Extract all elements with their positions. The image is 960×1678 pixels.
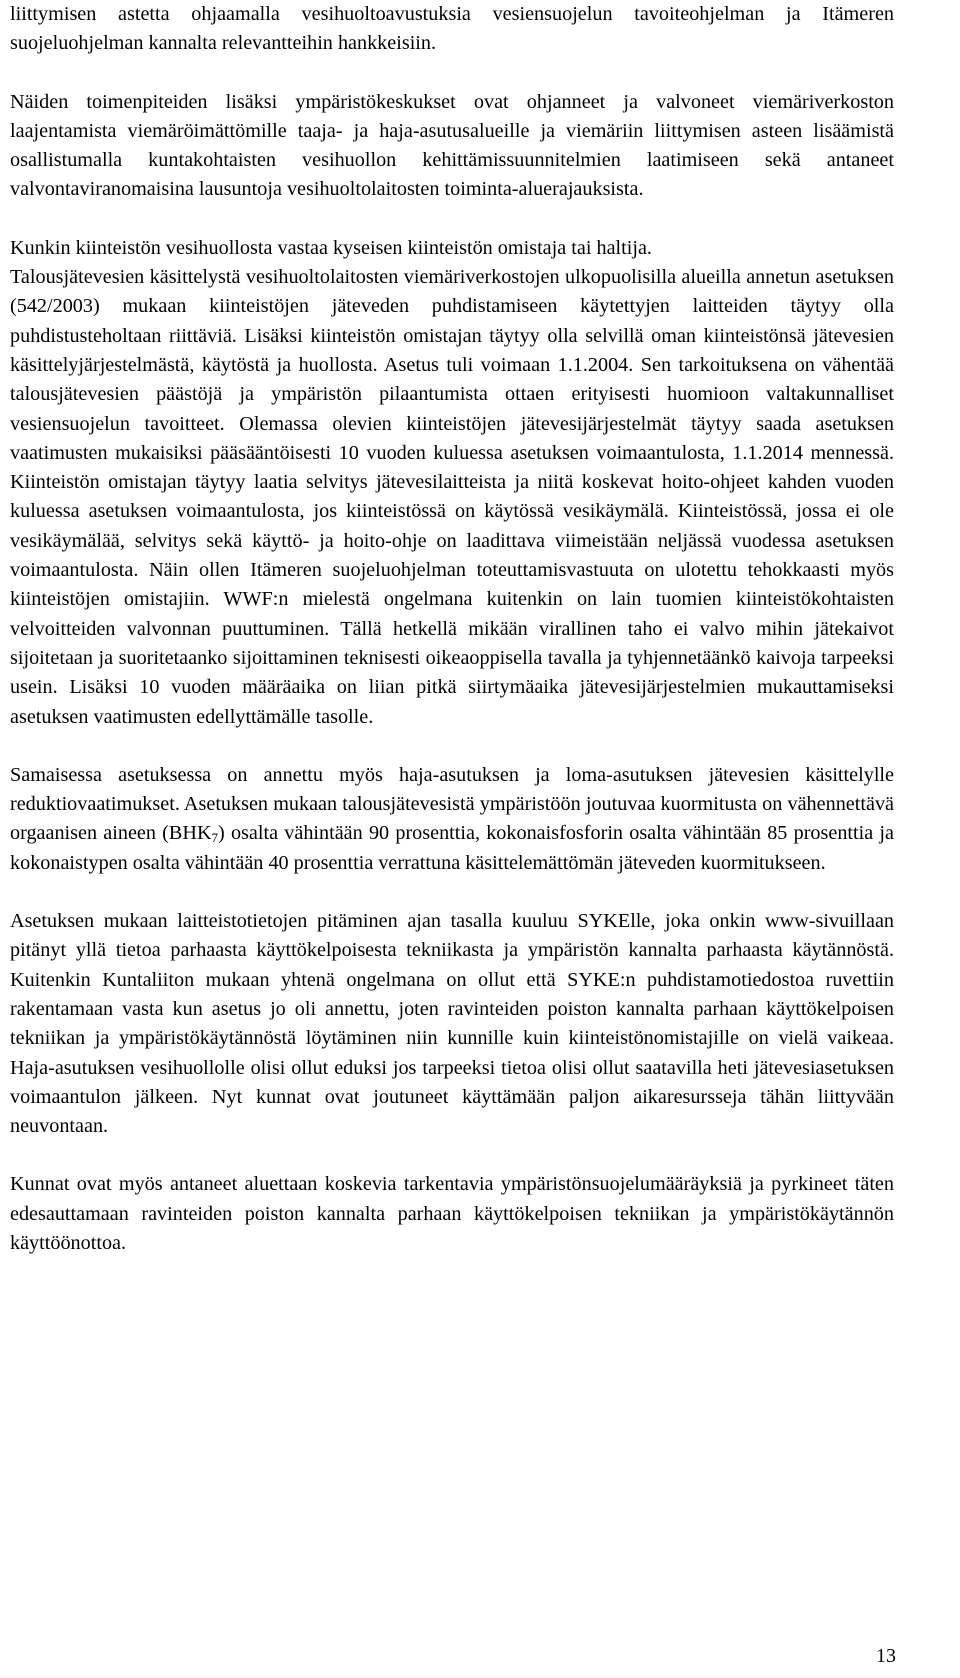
- paragraph-intro-continued: liittymisen astetta ohjaamalla vesihuoltoavustuksia vesiensuojelun tavoiteohjelman ja Itämeren suojeluohjelman kannalta relevantteihin hankkeisiin.: [10, 3, 894, 55]
- paragraph-spacer: [10, 1141, 894, 1170]
- paragraph-municipal-regulations: Kunnat ovat myös antaneet aluettaan koskevia tarkentavia ympäristönsuojelumääräyksiä ja pyrkineet täten edesauttamaan ravinteiden poiston kannalta parhaan käyttökelpoisen tekniikan ja ympäristökäytännön käyttöönottoa.: [10, 1173, 894, 1254]
- paragraph-reduction-requirements: [10, 761, 894, 878]
- document-page: [10, 0, 894, 1258]
- reduction-text-before: Samaisessa asetuksessa on annettu myös haja-asutuksen ja loma-asutuksen jätevesien käsittelylle reduktiovaatimukset. Asetuksen mukaan talousjätevesistä ympäristöön joutuvaa kuormitusta on vähennettävä orgaanisen aineen (BHK: [10, 763, 894, 845]
- paragraph-spacer: [10, 878, 894, 907]
- reduction-text-after: ) osalta vähintään 90 prosenttia, kokonaisfosforin osalta vähintään 85 prosenttia ja kokonaistypen osalta vähintään 40 prosenttia verrattuna käsittelemättömän jäteveden kuormitukseen.: [10, 822, 894, 874]
- paragraph-spacer: [10, 59, 894, 88]
- paragraph-spacer: [10, 732, 894, 761]
- paragraph-spacer: [10, 205, 894, 234]
- paragraph-wastewater-decree: Talousjätevesien käsittelystä vesihuoltolaitosten viemäriverkostojen ulkopuolisilla alueilla annetun asetuksen (542/2003) mukaan kiinteistöjen jäteveden puhdistamiseen käytettyjen laitteiden täytyy olla puhdistusteholtaan riittäviä. Lisäksi kiinteistön omistajan täytyy olla selvillä oman kiinteistönsä jätevesien käsittelyjärjestelmästä, käytöstä ja huollosta. Asetus tuli voimaan 1.1.2004. Sen tarkoituksena on vähentää talousjätevesien päästöjä ja ympäristön pilaantumista ottaen erityisesti huomioon valtakunnalliset vesiensuojelun tavoitteet. Olemassa olevien kiinteistöjen jätevesijärjestelmät täytyy saada asetuksen vaatimusten mukaisiksi pääsääntöisesti 10 vuoden kuluessa asetuksen voimaantulosta, 1.1.2014 mennessä. Kiinteistön omistajan täytyy laatia selvitys jätevesilaitteista ja niitä koskevat hoito-ohjeet kahden vuoden kuluessa asetuksen voimaantulosta, jos kiinteistössä on käytössä vesikäymälä. Kiinteistössä, jossa ei ole vesikäymälää, selvitys sekä käyttö- ja hoito-ohje on laadittava viimeistään neljässä vuodessa asetuksen voimaantulosta. Näin ollen Itämeren suojeluohjelman toteuttamisvastuuta on ulotettu tehokkaasti myös kiinteistöjen omistajiin. WWF:n mielestä ongelmana kuitenkin on lain tuomien kiinteistökohtaisten velvoitteiden valvonnan puuttuminen. Tällä hetkellä mikään virallinen taho ei valvo mihin jätekaivot sijoitetaan ja suoritetaanko sijoittaminen teknisesti oikeaoppisella tavalla ja tyhjennetäänkö kaivoja tarpeeksi usein. Lisäksi 10 vuoden määräaika on liian pitkä siirtymäaika jätevesijärjestelmien mukauttamiseksi asetuksen vaatimusten edellyttämälle tasolle.: [10, 266, 894, 728]
- paragraph-environment-centres: Näiden toimenpiteiden lisäksi ympäristökeskukset ovat ohjanneet ja valvoneet viemäriverkoston laajentamista viemäröimättömille taaja- ja haja-asutusalueille ja viemäriin liittymisen asteen lisäämistä osallistumalla kuntakohtaisten vesihuollon kehittämissuunnitelmien laatimiseen sekä antaneet valvontaviranomaisina lausuntoja vesihuoltolaitosten toiminta-aluerajauksista.: [10, 90, 894, 201]
- bhk-subscript: 7: [211, 830, 219, 846]
- page-number: 13: [876, 1645, 896, 1667]
- paragraph-property-responsibility: Kunkin kiinteistön vesihuollosta vastaa kyseisen kiinteistön omistaja tai haltija.: [10, 236, 652, 259]
- paragraph-syke-information: Asetuksen mukaan laitteistotietojen pitäminen ajan tasalla kuuluu SYKElle, joka onkin www-sivuillaan pitänyt yllä tietoa parhaasta käyttökelpoisesta tekniikasta ja ympäristön kannalta parhaasta käytännöstä. Kuitenkin Kuntaliiton mukaan yhtenä ongelmana on ollut että SYKE:n puhdistamotiedostoa ruvettiin rakentamaan vasta kun asetus jo oli annettu, joten ravinteiden poiston kannalta parhaan käyttökelpoisen tekniikan ja ympäristökäytännöstä löytäminen niin kunnille kuin kiinteistönomistajille on vielä vaikeaa. Haja-asutuksen vesihuollolle olisi ollut eduksi jos tarpeeksi tietoa olisi ollut saatavilla heti jätevesiasetuksen voimaantulon jälkeen. Nyt kunnat ovat joutuneet käyttämään paljon aikaresursseja tähän liittyvään neuvontaan.: [10, 910, 894, 1138]
